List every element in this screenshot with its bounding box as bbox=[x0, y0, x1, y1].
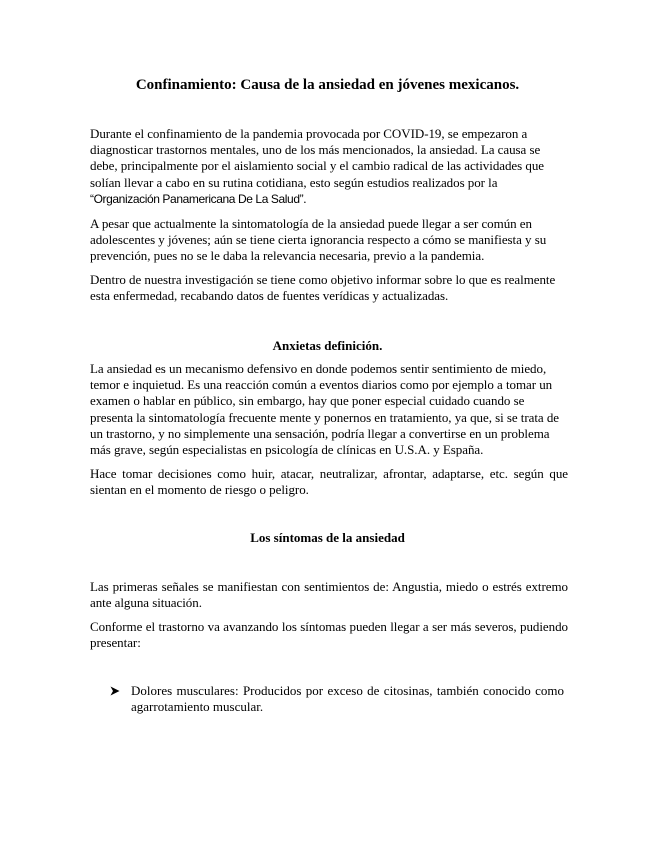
section-heading-definition: Anxietas definición. bbox=[272, 338, 383, 353]
symptom-list-item-text: Dolores musculares: Producidos por exceso de citosinas, también conocido como agarrotamiento muscular. bbox=[131, 683, 564, 715]
intro-paragraph-2: A pesar que actualmente la sintomatología de la ansiedad puede llegar a ser común en adolescentes y jóvenes; aún se tiene cierta ignorancia respecto a cómo se manifiesta y su prevención, pues no se le daba la relevancia necesaria, previo a la pandemia. bbox=[90, 216, 547, 264]
symptoms-paragraph-2: Conforme el trastorno va avanzando los síntomas pueden llegar a ser más severos, pudiendo presentar: bbox=[90, 619, 568, 651]
intro-paragraph-3: Dentro de nuestra investigación se tiene como objetivo informar sobre lo que es realmente esta enfermedad, recabando datos de fuentes verídicas y actualizadas. bbox=[90, 272, 556, 304]
definition-paragraph-2: Hace tomar decisiones como huir, atacar, neutralizar, afrontar, adaptarse, etc. según que sientan en el momento de riesgo o peligro. bbox=[90, 466, 568, 498]
document-title: Confinamiento: Causa de la ansiedad en jóvenes mexicanos. bbox=[135, 77, 520, 93]
intro-paragraph-1-end: . bbox=[303, 190, 307, 206]
arrowhead-bullet-icon bbox=[110, 686, 120, 696]
organization-name: “Organización Panamericana De La Salud” bbox=[90, 191, 304, 206]
symptoms-paragraph-1: Las primeras señales se manifiestan con sentimientos de: Angustia, miedo o estrés extremo ante alguna situación. bbox=[90, 579, 568, 611]
definition-paragraph-1: La ansiedad es un mecanismo defensivo en donde podemos sentir sentimiento de miedo, temor e inquietud. Es una reacción común a eventos diarios como por ejemplo a tomar un examen o hablar en público, sin embargo, hay que poner especial cuidado cuando se presenta la sintomatología frecuente mente y ponernos en tratamiento, ya que, si se trata de un trastorno, y no simplemente una sensación, podría llegar a convertirse en un problema más grave, según especialistas en psicología de clínicas en U.S.A. y España. bbox=[90, 361, 560, 458]
intro-paragraph-1-text: Durante el confinamiento de la pandemia provocada por COVID-19, se empezaron a diagnosticar trastornos mentales, uno de los más mencionados, la ansiedad. La causa se debe, principalmente por el aislamiento social y el cambio radical de las actividades que solían llevar a cabo en su rutina cotidiana, esto según estudios realizados por la bbox=[90, 126, 544, 190]
section-heading-symptoms: Los síntomas de la ansiedad bbox=[250, 530, 405, 545]
intro-paragraph-1 bbox=[90, 126, 568, 207]
